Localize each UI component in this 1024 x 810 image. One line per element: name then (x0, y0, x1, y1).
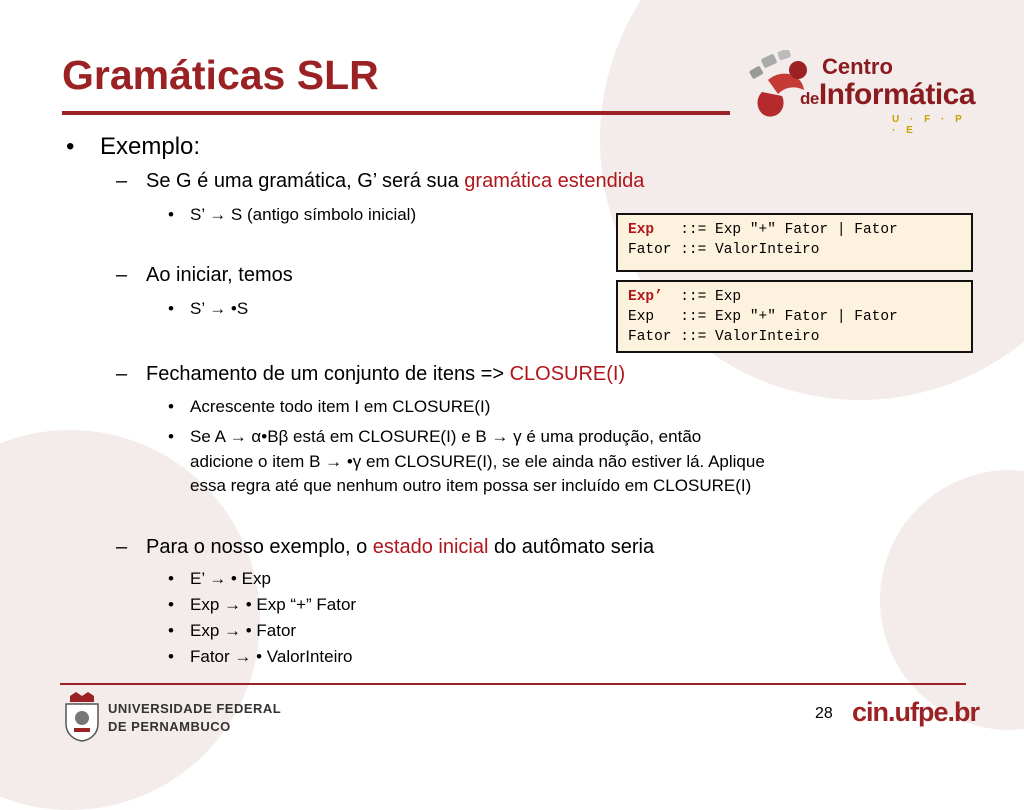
title-divider (62, 111, 730, 115)
code2-line3: Fator ::= ValorInteiro (628, 329, 820, 345)
subitem-regra-l3: essa regra até que nenhum outro item possa ser incluído em CLOSURE(I) (190, 476, 752, 495)
item-fechamento-text: Fechamento de um conjunto de itens => (146, 363, 510, 385)
item-estado-post: do autômato seria (488, 536, 655, 558)
code2-keyword: Exp’ (628, 289, 663, 305)
page-number: 28 (815, 705, 833, 722)
cin-logo (742, 50, 976, 136)
background-shape (880, 470, 1024, 730)
bullet-marker: • (168, 397, 174, 416)
subitem-estado-1: E’ → • Exp (190, 569, 271, 588)
item-estado (146, 536, 654, 559)
subitem-acrescente: Acrescente todo item I em CLOSURE(I) (190, 397, 491, 416)
dash-marker: – (116, 536, 128, 558)
bullet-marker: • (168, 595, 174, 614)
item-iniciar: Ao iniciar, temos (146, 264, 293, 286)
item-fechamento-highlight: CLOSURE(I) (509, 363, 626, 385)
bullet-marker: • (168, 205, 174, 224)
subitem-simbolo: S’ → S (antigo símbolo inicial) (190, 205, 417, 224)
subitem-regra-l1: Se A → α•Bβ está em CLOSURE(I) e B → γ é uma produção, então (190, 427, 702, 446)
bullet-marker: • (168, 569, 174, 588)
code2-line1: ::= Exp (662, 289, 742, 305)
ufpe-crest-icon (62, 690, 102, 742)
subitem-estado-4: Fator → • ValorInteiro (190, 647, 353, 666)
university-name-line2: DE PERNAMBUCO (108, 719, 231, 734)
item-gramatica-text: Se G é uma gramática, G’ será sua (146, 170, 465, 192)
subitem-estado-3: Exp → • Fator (190, 621, 297, 640)
logo-line3: U · F · P · E (892, 114, 966, 136)
bullet-marker: • (66, 133, 75, 160)
logo-line2 (800, 78, 975, 112)
grammar-box-original (616, 213, 973, 272)
item-fechamento (146, 363, 625, 386)
item-gramatica-highlight: gramática estendida (464, 170, 645, 192)
university-name-line1: UNIVERSIDADE FEDERAL (108, 701, 282, 716)
code1-keyword: Exp (628, 222, 655, 238)
code1-line1: ::= Exp "+" Fator | Fator (654, 222, 898, 238)
logo-line2-prefix: de (800, 89, 819, 108)
item-estado-pre: Para o nosso exemplo, o (146, 536, 373, 558)
subitem-regra-l2: adicione o item B → •γ em CLOSURE(I), se ele ainda não estiver lá. Aplique (190, 452, 765, 471)
bullet-marker: • (168, 427, 174, 446)
university-name (108, 700, 281, 736)
item-estado-highlight: estado inicial (372, 536, 489, 558)
footer-divider (60, 683, 966, 685)
slide-title: Gramáticas SLR (62, 52, 379, 98)
logo-line2-main: Informática (818, 78, 976, 111)
bullet-marker: • (168, 647, 174, 666)
code2-line2: Exp ::= Exp "+" Fator | Fator (628, 309, 898, 325)
grammar-box-extended (616, 280, 973, 353)
bullet-marker: • (168, 621, 174, 640)
footer-url: cin.ufpe.br (852, 697, 980, 727)
subitem-estado-2: Exp → • Exp “+” Fator (190, 595, 357, 614)
bullet-marker: • (168, 299, 174, 318)
dash-marker: – (116, 264, 128, 286)
code1-line2: Fator ::= ValorInteiro (628, 242, 820, 258)
bullet-exemplo: Exemplo: (100, 133, 201, 160)
dash-marker: – (116, 170, 128, 192)
dash-marker: – (116, 363, 128, 385)
item-gramatica (146, 170, 644, 193)
subitem-inicial: S’ → •S (190, 299, 249, 318)
logo-line1: Centro (822, 54, 893, 79)
